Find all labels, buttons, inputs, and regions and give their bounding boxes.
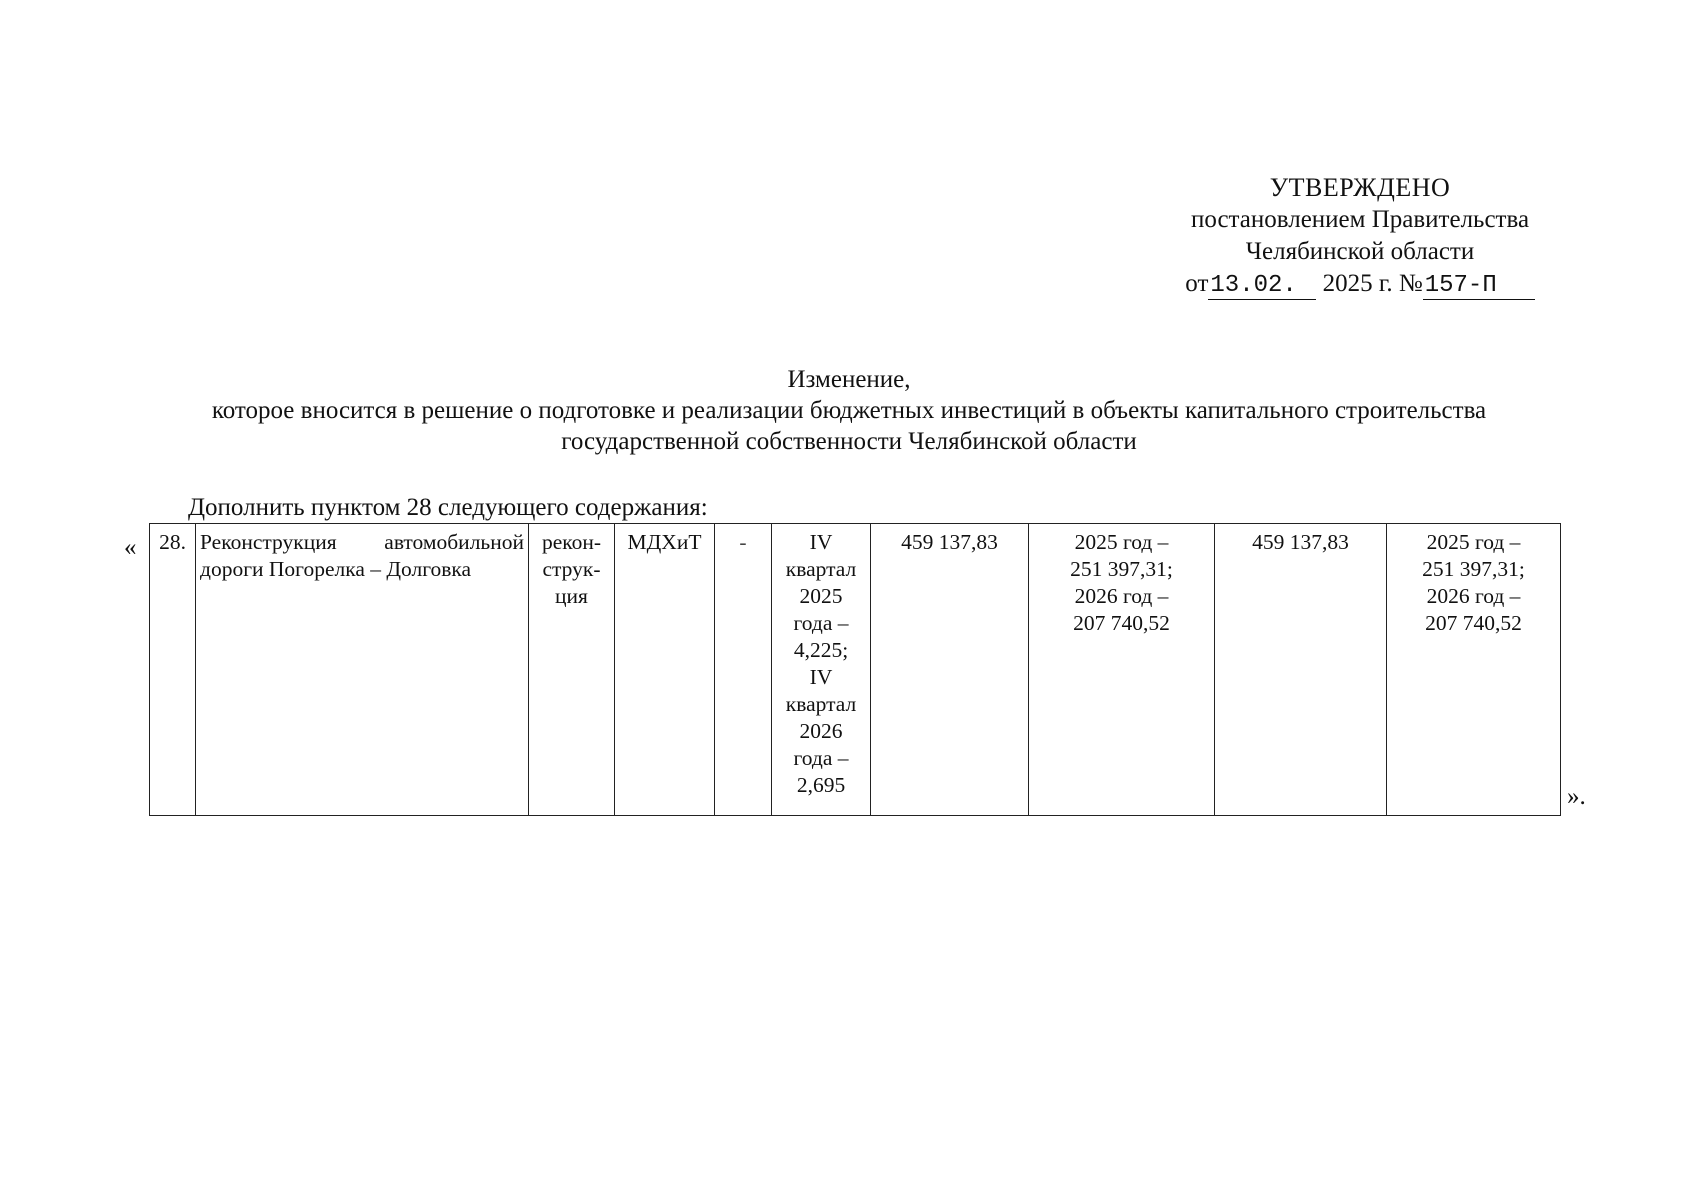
approval-title: УТВЕРЖДЕНО bbox=[1269, 173, 1451, 202]
amendment-table bbox=[149, 523, 1561, 816]
cell-cost: 459 137,83 bbox=[871, 524, 1029, 816]
approval-date-line bbox=[1150, 268, 1570, 300]
date-field: 13.02. bbox=[1208, 273, 1316, 300]
intro-text: Дополнить пунктом 28 следующего содержания: bbox=[188, 494, 708, 521]
table-row bbox=[150, 524, 1561, 816]
cell-work-type: рекон- струк- ция bbox=[529, 524, 615, 816]
cell-object-name: Реконструкция автомобильной дороги Погорелка – Долговка bbox=[196, 524, 529, 816]
cell-number: 28. bbox=[150, 524, 196, 816]
approval-block bbox=[1150, 172, 1570, 300]
date-prefix: от bbox=[1185, 270, 1209, 297]
heading-line-1: Изменение, bbox=[787, 366, 911, 393]
approval-line-2: Челябинской области bbox=[1245, 238, 1475, 265]
document-heading bbox=[0, 364, 1698, 457]
quote-close: ». bbox=[1567, 783, 1586, 810]
cell-funding-2: 2025 год – 251 397,31; 2026 год – 207 740,52 bbox=[1387, 524, 1561, 816]
number-field: 157-П bbox=[1423, 273, 1535, 300]
heading-line-2: которое вносится в решение о подготовке и реализации бюджетных инвестиций в объекты капитального строительства bbox=[211, 397, 1487, 424]
cell-organization: МДХиТ bbox=[615, 524, 715, 816]
heading-line-3: государственной собственности Челябинской области bbox=[561, 428, 1137, 455]
date-year: 2025 г. № bbox=[1322, 270, 1423, 297]
cell-funding: 2025 год – 251 397,31; 2026 год – 207 740,52 bbox=[1029, 524, 1215, 816]
cell-term-capacity: IV квартал 2025 года – 4,225; IV квартал 2026 года – 2,695 bbox=[772, 524, 871, 816]
quote-open: « bbox=[124, 534, 137, 561]
cell-cost-2: 459 137,83 bbox=[1215, 524, 1387, 816]
approval-line-1: постановлением Правительства bbox=[1190, 206, 1530, 233]
cell-dash: - bbox=[715, 524, 772, 816]
